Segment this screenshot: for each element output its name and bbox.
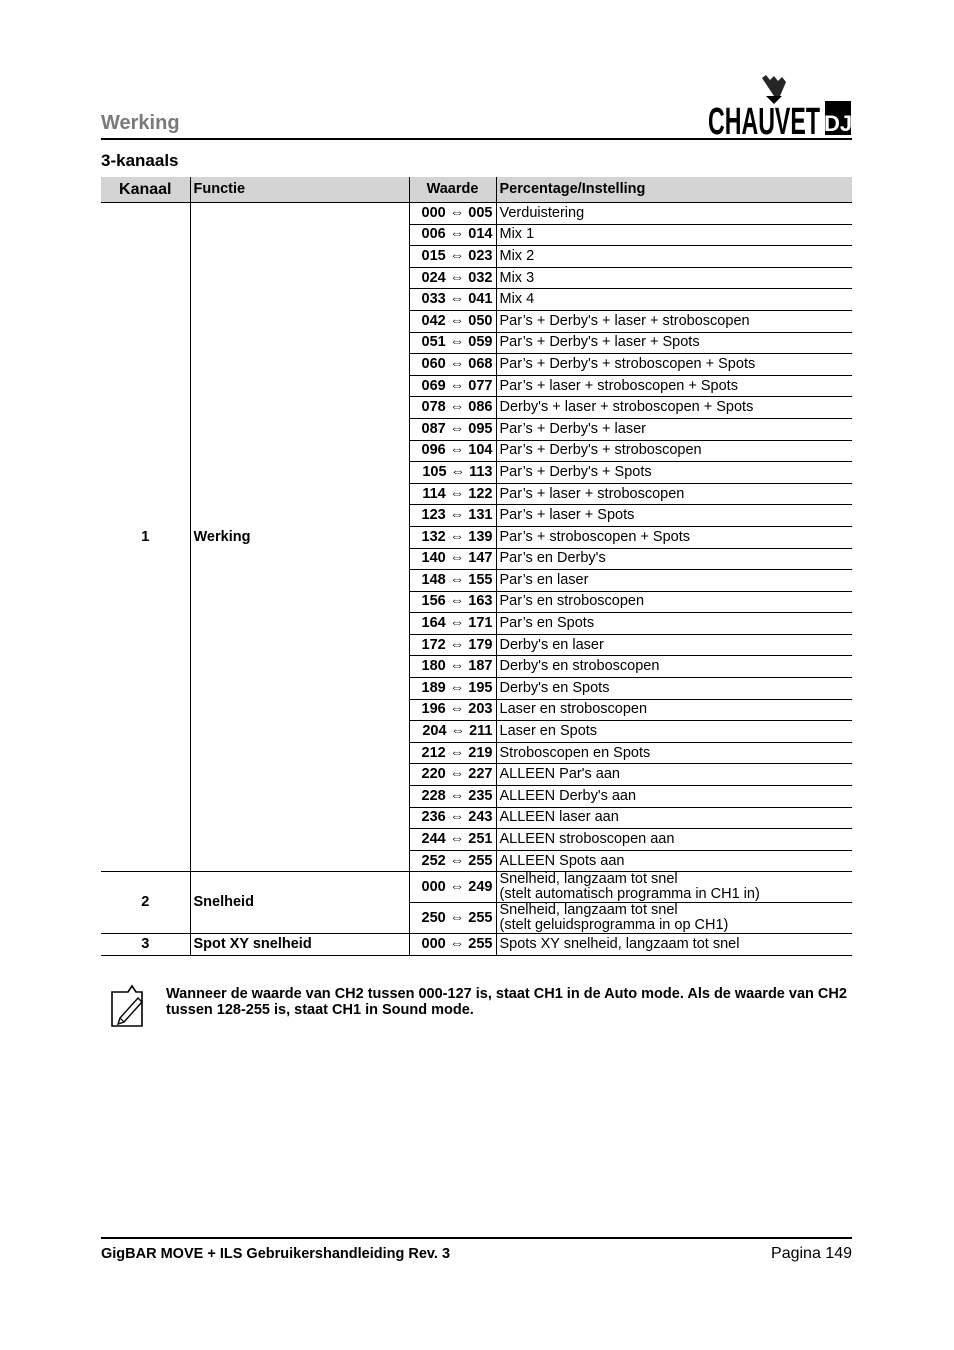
- setting-cell: Derby's en stroboscopen: [496, 656, 852, 678]
- svg-text:DJ: DJ: [823, 111, 853, 136]
- setting-cell: Par’s en laser: [496, 570, 852, 592]
- setting-line-2: (stelt geluidsprogramma in op CH1): [499, 917, 729, 934]
- setting-cell: Par’s + laser + stroboscopen + Spots: [496, 375, 852, 397]
- setting-line-1: Snelheid, langzaam tot snel: [499, 871, 678, 888]
- dmx-value-range: 060 ⇔ 068: [409, 354, 496, 376]
- table-subtitle: 3-kanaals: [101, 151, 179, 170]
- dmx-value-range: 033 ⇔ 041: [409, 289, 496, 311]
- channel-number: 2: [101, 872, 190, 934]
- dmx-value-range: 189 ⇔ 195: [409, 678, 496, 700]
- setting-cell: Laser en stroboscopen: [496, 699, 852, 721]
- dmx-value-range: 220 ⇔ 227: [409, 764, 496, 786]
- section-title: Werking: [101, 112, 180, 134]
- col-header-waarde: Waarde: [409, 177, 496, 203]
- setting-cell: Derby's en laser: [496, 634, 852, 656]
- dmx-value-range: 006 ⇔ 014: [409, 224, 496, 246]
- setting-cell: [496, 903, 852, 934]
- setting-cell: ALLEEN Spots aan: [496, 850, 852, 872]
- col-header-kanaal: Kanaal: [101, 177, 190, 203]
- setting-cell: Derby's en Spots: [496, 678, 852, 700]
- footer-rule: [101, 1237, 852, 1239]
- setting-line-2: (stelt automatisch programma in CH1 in): [499, 886, 760, 903]
- dmx-value-range: 244 ⇔ 251: [409, 829, 496, 851]
- channel-function: Werking: [190, 203, 409, 872]
- dmx-channel-table: [101, 177, 852, 956]
- setting-cell: Par’s + Derby's + stroboscopen: [496, 440, 852, 462]
- col-header-percentage: Percentage/Instelling: [496, 177, 852, 203]
- dmx-value-range: 196 ⇔ 203: [409, 699, 496, 721]
- setting-cell: Par’s + laser + stroboscopen: [496, 483, 852, 505]
- setting-cell: ALLEEN Derby's aan: [496, 786, 852, 808]
- svg-text:CHAUVET: CHAUVET: [708, 101, 820, 138]
- setting-cell: Spots XY snelheid, langzaam tot snel: [496, 934, 852, 956]
- setting-line-1: Snelheid, langzaam tot snel: [499, 902, 678, 919]
- setting-cell: Mix 3: [496, 267, 852, 289]
- dmx-value-range: 042 ⇔ 050: [409, 310, 496, 332]
- dmx-value-range: 000 ⇔ 005: [409, 203, 496, 225]
- dmx-value-range: 000 ⇔ 255: [409, 934, 496, 956]
- setting-cell: Laser en Spots: [496, 721, 852, 743]
- dmx-value-range: 015 ⇔ 023: [409, 246, 496, 268]
- setting-cell: Mix 4: [496, 289, 852, 311]
- channel-function: Spot XY snelheid: [190, 934, 409, 956]
- chauvet-dj-logo: [706, 74, 854, 138]
- table-row: [101, 872, 852, 903]
- dmx-value-range: 252 ⇔ 255: [409, 850, 496, 872]
- dmx-value-range: 123 ⇔ 131: [409, 505, 496, 527]
- setting-cell: Par’s + Derby's + Spots: [496, 462, 852, 484]
- col-header-functie: Functie: [190, 177, 409, 203]
- footer-manual-title: GigBAR MOVE + ILS Gebruikershandleiding Rev. 3: [101, 1246, 451, 1262]
- setting-cell: Par’s en Derby's: [496, 548, 852, 570]
- dmx-value-range: 024 ⇔ 032: [409, 267, 496, 289]
- setting-cell: Par’s en Spots: [496, 613, 852, 635]
- setting-cell: Par’s + laser + Spots: [496, 505, 852, 527]
- note-text: Wanneer de waarde van CH2 tussen 000-127 is, staat CH1 in de Auto mode. Als de waarde van CH2 tussen 128-255 is, staat CH1 in Sound mode.: [166, 986, 847, 1018]
- dmx-value-range: 087 ⇔ 095: [409, 418, 496, 440]
- setting-cell: ALLEEN Par's aan: [496, 764, 852, 786]
- dmx-value-range: 156 ⇔ 163: [409, 591, 496, 613]
- setting-cell: Stroboscopen en Spots: [496, 742, 852, 764]
- dmx-value-range: 164 ⇔ 171: [409, 613, 496, 635]
- channel-function: Snelheid: [190, 872, 409, 934]
- setting-cell: ALLEEN laser aan: [496, 807, 852, 829]
- setting-cell: [496, 872, 852, 903]
- setting-cell: Par’s + Derby's + laser: [496, 418, 852, 440]
- table-row: [101, 934, 852, 956]
- note-pencil-icon: [108, 984, 150, 1028]
- dmx-value-range: 180 ⇔ 187: [409, 656, 496, 678]
- dmx-value-range: 114 ⇔ 122: [409, 483, 496, 505]
- dmx-value-range: 051 ⇔ 059: [409, 332, 496, 354]
- table-row: [101, 203, 852, 225]
- footer-page-number: Pagina 149: [771, 1245, 852, 1262]
- setting-cell: Mix 1: [496, 224, 852, 246]
- table-header-row: [101, 177, 852, 203]
- dmx-value-range: 148 ⇔ 155: [409, 570, 496, 592]
- dmx-value-range: 204 ⇔ 211: [409, 721, 496, 743]
- dmx-value-range: 172 ⇔ 179: [409, 634, 496, 656]
- setting-cell: Mix 2: [496, 246, 852, 268]
- dmx-value-range: 000 ⇔ 249: [409, 872, 496, 903]
- dmx-value-range: 212 ⇔ 219: [409, 742, 496, 764]
- dmx-value-range: 236 ⇔ 243: [409, 807, 496, 829]
- dmx-value-range: 132 ⇔ 139: [409, 526, 496, 548]
- dmx-value-range: 069 ⇔ 077: [409, 375, 496, 397]
- dmx-value-range: 096 ⇔ 104: [409, 440, 496, 462]
- dmx-value-range: 078 ⇔ 086: [409, 397, 496, 419]
- setting-cell: Verduistering: [496, 203, 852, 225]
- setting-cell: Par’s + Derby's + laser + stroboscopen: [496, 310, 852, 332]
- setting-cell: Par’s + Derby's + stroboscopen + Spots: [496, 354, 852, 376]
- dmx-value-range: 140 ⇔ 147: [409, 548, 496, 570]
- dmx-value-range: 105 ⇔ 113: [409, 462, 496, 484]
- setting-cell: Derby's + laser + stroboscopen + Spots: [496, 397, 852, 419]
- dmx-value-range: 250 ⇔ 255: [409, 903, 496, 934]
- setting-cell: ALLEEN stroboscopen aan: [496, 829, 852, 851]
- setting-cell: Par’s + stroboscopen + Spots: [496, 526, 852, 548]
- setting-cell: Par’s en stroboscopen: [496, 591, 852, 613]
- setting-cell: Par’s + Derby's + laser + Spots: [496, 332, 852, 354]
- channel-number: 1: [101, 203, 190, 872]
- channel-number: 3: [101, 934, 190, 956]
- header-rule: [101, 138, 852, 140]
- dmx-value-range: 228 ⇔ 235: [409, 786, 496, 808]
